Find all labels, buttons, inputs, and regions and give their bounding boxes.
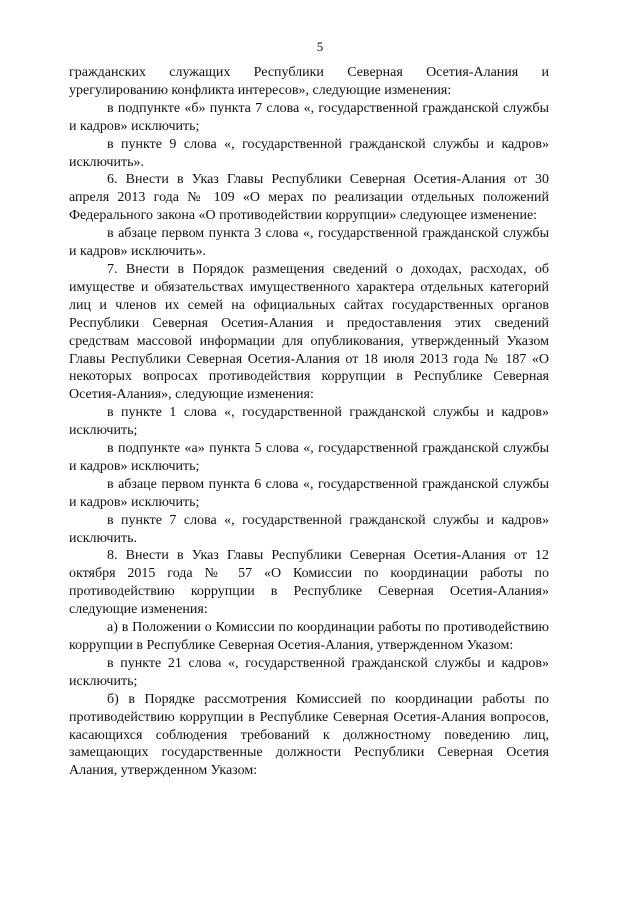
paragraph-item-6: 6. Внести в Указ Главы Республики Северная Осетия-Алания от 30 апреля 2013 года № 109 «О мерах по реализации отдельных положений Федерального закона «О противодействии коррупции» следующее изменение: — [69, 172, 549, 224]
paragraph-continuation: гражданских служащих Республики Северная Осетия-Алания и урегулированию конфликта интересов», следующие изменения: — [69, 65, 549, 98]
paragraph: в абзаце первом пункта 3 слова «, государственной гражданской службы и кадров» исключить». — [69, 226, 549, 260]
paragraph: в подпункте «а» пункта 5 слова «, государственной гражданской службы и кадров» исключить; — [69, 441, 549, 474]
paragraph: в пункте 1 слова «, государственной гражданской службы и кадров» исключить; — [69, 405, 549, 439]
paragraph: в пункте 9 слова «, государственной гражданской службы и кадров» исключить». — [69, 136, 549, 170]
paragraph: в абзаце первом пункта 6 слова «, государственной гражданской службы и кадров» исключить; — [69, 476, 549, 510]
paragraph-subitem-b: б) в Порядке рассмотрения Комиссией по координации работы по противодействию коррупции в Республике Северная Осетия-Алания вопросов, касающихся соблюдения требований к должностному поведению лиц, замещающих государственные должности Республики Северная Осетия Алания, утвержденном Указом: — [69, 691, 549, 779]
paragraph: в пункте 7 слова «, государственной гражданской службы и кадров» исключить. — [69, 512, 549, 546]
paragraph-item-7: 7. Внести в Порядок размещения сведений о доходах, расходах, об имуществе и обязательствах имущественного характера отдельных категорий лиц и членов их семей на официальных сайтах государственных органов Республики Северная Осетия-Алания и предоставления этих сведений средствам массовой информации для опубликования, утвержденный Указом Главы Республики Северная Осетия-Алания от 18 июля 2013 года № 187 «О некоторых вопросах противодействия коррупции в Республике Северная Осетия-Алания», следующие изменения: — [69, 261, 549, 403]
document-body — [69, 64, 549, 780]
paragraph: в подпункте «б» пункта 7 слова «, государственной гражданской службы и кадров» исключить; — [69, 100, 549, 134]
page-number: 5 — [316, 39, 324, 54]
paragraph: в пункте 21 слова «, государственной гражданской службы и кадров» исключить; — [69, 655, 549, 689]
paragraph-item-8: 8. Внести в Указ Главы Республики Северная Осетия-Алания от 12 октября 2015 года № 57 «О Комиссии по координации работы по противодействию коррупции в Республике Северная Осетия-Алания» следующие изменения: — [69, 548, 549, 618]
paragraph-subitem-a: а) в Положении о Комиссии по координации работы по противодействию коррупции в Республике Северная Осетия-Алания, утвержденном Указом: — [69, 620, 549, 653]
